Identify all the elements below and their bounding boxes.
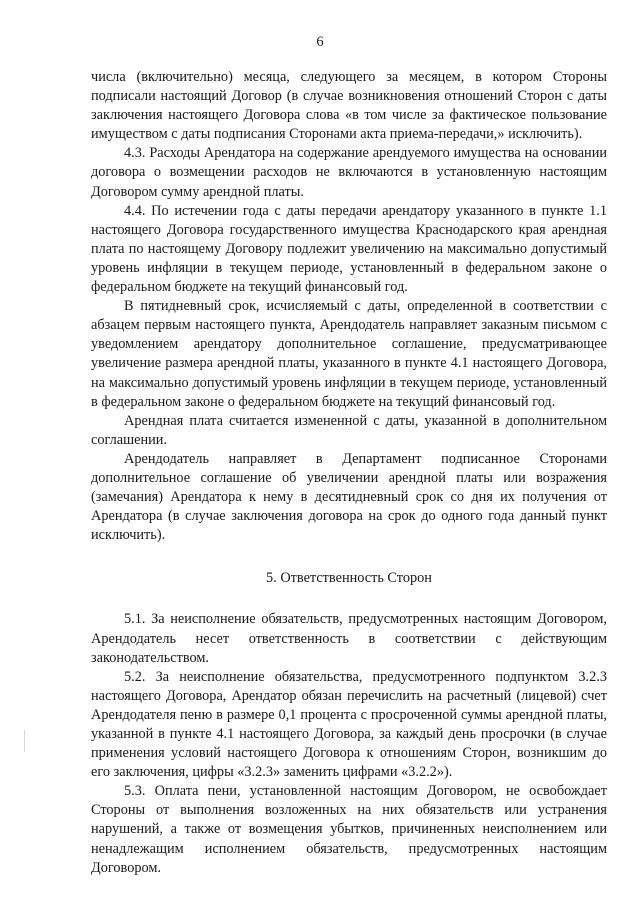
paragraph-4-4-rent-changed: Арендная плата считается измененной с даты, указанной в дополнительном соглашении. xyxy=(91,412,607,448)
scan-margin-mark xyxy=(24,730,25,752)
paragraph-5-2: 5.2. За неисполнение обязательства, предусмотренного подпунктом 3.2.3 настоящего Договора, Арендатор обязан перечислить на расчетный (лицевой) счет Арендодателя пеню в размере 0,1 процента с просроченной суммы арендной платы, указанной в пункте 4.1 настоящего Договора, за каждый день просрочки (в случае применения условий настоящего Договора к отношениям Сторон, возникшим до его заключения, цифры «3.2.3» заменить цифрами «3.2.2»). xyxy=(91,668,607,781)
document-body xyxy=(91,68,607,878)
paragraph-4-4-department: Арендодатель направляет в Департамент подписанное Сторонами дополнительное соглашение об увеличении арендной платы или возражения (замечания) Арендатора к нему в десятидневный срок со дня их получения от Арендатора (в случае заключения договора на срок до одного года данный пункт исключить). xyxy=(91,450,607,544)
section-5-title: 5. Ответственность Сторон xyxy=(266,570,432,587)
paragraph-5-1: 5.1. За неисполнение обязательств, предусмотренных настоящим Договором, Арендодатель несет ответственность в соответствии с действующим законодательством. xyxy=(91,611,607,666)
page-number: 6 xyxy=(316,34,324,50)
paragraph-5-3: 5.3. Оплата пени, установленной настоящим Договором, не освобождает Стороны от выполнения возложенных на них обязательств или устранения нарушений, а также от возмещения убытков, причиненных неисполнением или ненадлежащим исполнением обязательств, предусмотренных настоящим Договором. xyxy=(91,783,607,876)
paragraph-4-4: 4.4. По истечении года с даты передачи арендатору указанного в пункте 1.1 настоящего Договора государственного имущества Краснодарского края арендная плата по настоящему Договору подлежит увеличению на максимально допустимый уровень инфляции в текущем периоде, установленный в федеральном законе о федеральном бюджете на текущий финансовый год. xyxy=(91,202,607,296)
paragraph-4-3: 4.3. Расходы Арендатора на содержание арендуемого имущества на основании договора о возмещении расходов не включаются в установленную настоящим Договором сумму арендной платы. xyxy=(91,145,607,200)
paragraph-4-4-notice: В пятидневный срок, исчисляемый с даты, определенной в соответствии с абзацем первым настоящего пункта, Арендодатель направляет заказным письмом с уведомлением арендатору дополнительное соглашение, предусматривающее увеличение размера арендной платы, указанного в пункте 4.1 настоящего Договора, на максимально допустимый уровень инфляции в текущем периоде, установленный в федеральном законе о федеральном бюджете на текущий финансовый год. xyxy=(91,298,607,410)
paragraph-continuation: числа (включительно) месяца, следующего за месяцем, в котором Стороны подписали настоящий Договор (в случае возникновения отношений Сторон с даты заключения настоящего Договора слова «в том числе за фактическое пользование имуществом с даты подписания Сторонами акта приема-передачи,» исключить). xyxy=(91,69,607,143)
